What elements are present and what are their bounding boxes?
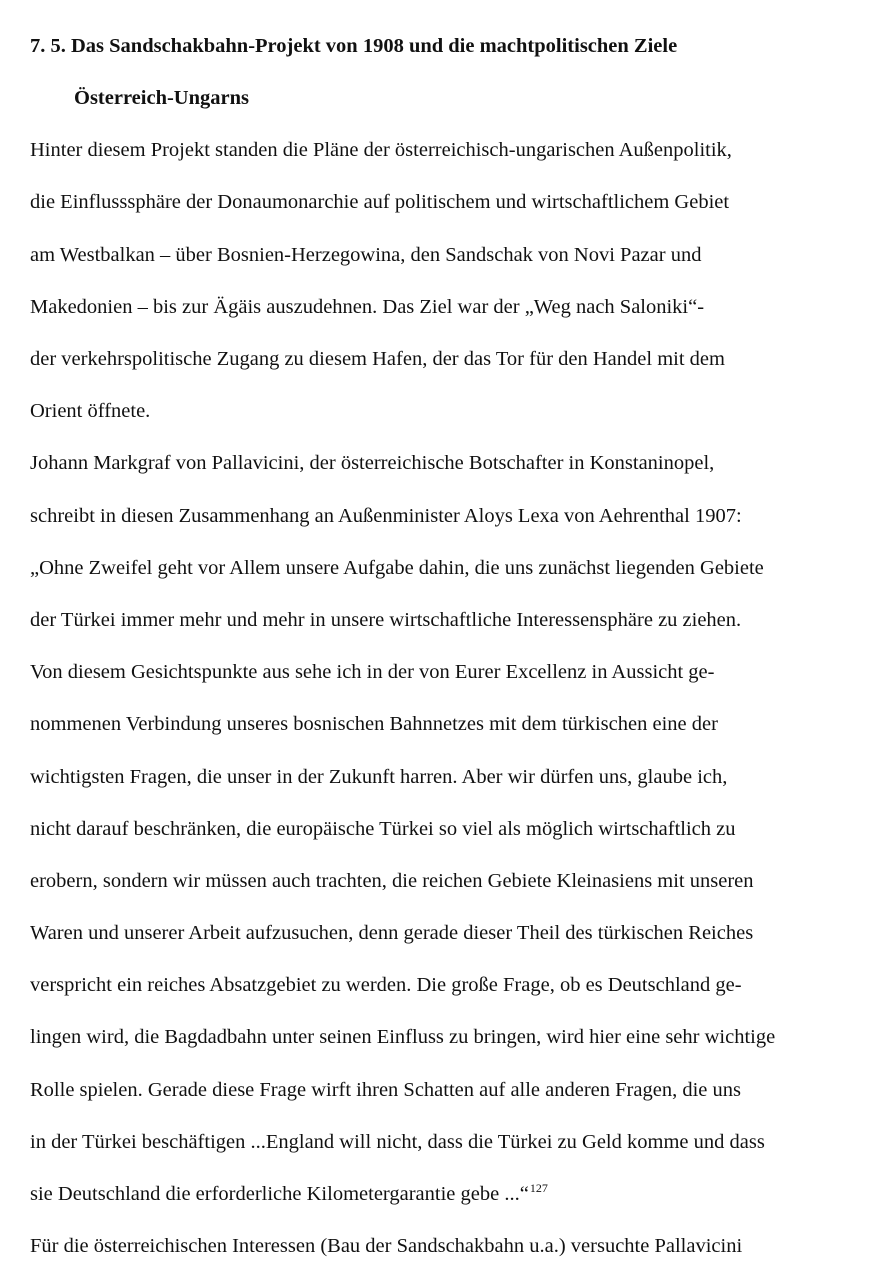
text-line: der verkehrspolitische Zugang zu diesem Hafen, der das Tor für den Handel mit dem	[30, 348, 725, 370]
text-line: nicht darauf beschränken, die europäische Türkei so viel als möglich wirtschaftlich zu	[30, 818, 736, 840]
text-line: Für die österreichischen Interessen (Bau der Sandschakbahn u.a.) versuchte Pallavicini	[30, 1235, 743, 1257]
text-line: Rolle spielen. Gerade diese Frage wirft ihren Schatten auf alle anderen Fragen, die uns	[30, 1079, 741, 1101]
text-line: nommenen Verbindung unseres bosnischen Bahnnetzes mit dem türkischen eine der	[30, 713, 718, 735]
section-heading-line-2: Österreich-Ungarns	[74, 87, 249, 109]
text-line: verspricht ein reiches Absatzgebiet zu werden. Die große Frage, ob es Deutschland ge-	[30, 974, 742, 996]
text-line: „Ohne Zweifel geht vor Allem unsere Aufgabe dahin, die uns zunächst liegenden Gebiete	[30, 557, 764, 579]
text-line: der Türkei immer mehr und mehr in unsere wirtschaftliche Interessensphäre zu ziehen.	[30, 609, 742, 631]
text-line-with-footnote	[30, 1181, 548, 1207]
footnote-reference[interactable]: 127	[529, 1181, 548, 1195]
text-line: Von diesem Gesichtspunkte aus sehe ich in der von Eurer Excellenz in Aussicht ge-	[30, 661, 715, 683]
text-line: erobern, sondern wir müssen auch trachten, die reichen Gebiete Kleinasiens mit unseren	[30, 870, 754, 892]
text-line: Johann Markgraf von Pallavicini, der österreichische Botschafter in Konstaninopel,	[30, 452, 715, 474]
text-line: wichtigsten Fragen, die unser in der Zukunft harren. Aber wir dürfen uns, glaube ich,	[30, 766, 728, 788]
text-line: Waren und unserer Arbeit aufzusuchen, denn gerade dieser Theil des türkischen Reiches	[30, 922, 754, 944]
section-heading-line-1: 7. 5. Das Sandschakbahn-Projekt von 1908 und die machtpolitischen Ziele	[30, 35, 678, 57]
text-line: sie Deutschland die erforderliche Kilometergarantie gebe ...“	[30, 1183, 529, 1205]
text-line: Hinter diesem Projekt standen die Pläne der österreichisch-ungarischen Außenpolitik,	[30, 139, 732, 161]
text-line: die Einflusssphäre der Donaumonarchie auf politischem und wirtschaftlichem Gebiet	[30, 191, 730, 213]
text-line: Orient öffnete.	[30, 400, 151, 422]
text-line: lingen wird, die Bagdadbahn unter seinen Einfluss zu bringen, wird hier eine sehr wichtige	[30, 1026, 776, 1048]
text-line: schreibt in diesen Zusammenhang an Außenminister Aloys Lexa von Aehrenthal 1907:	[30, 505, 742, 527]
text-line: in der Türkei beschäftigen ...England will nicht, dass die Türkei zu Geld komme und dass	[30, 1131, 765, 1153]
text-line: Makedonien – bis zur Ägäis auszudehnen. Das Ziel war der „Weg nach Saloniki“-	[30, 296, 705, 318]
text-line: am Westbalkan – über Bosnien-Herzegowina, den Sandschak von Novi Pazar und	[30, 244, 702, 266]
